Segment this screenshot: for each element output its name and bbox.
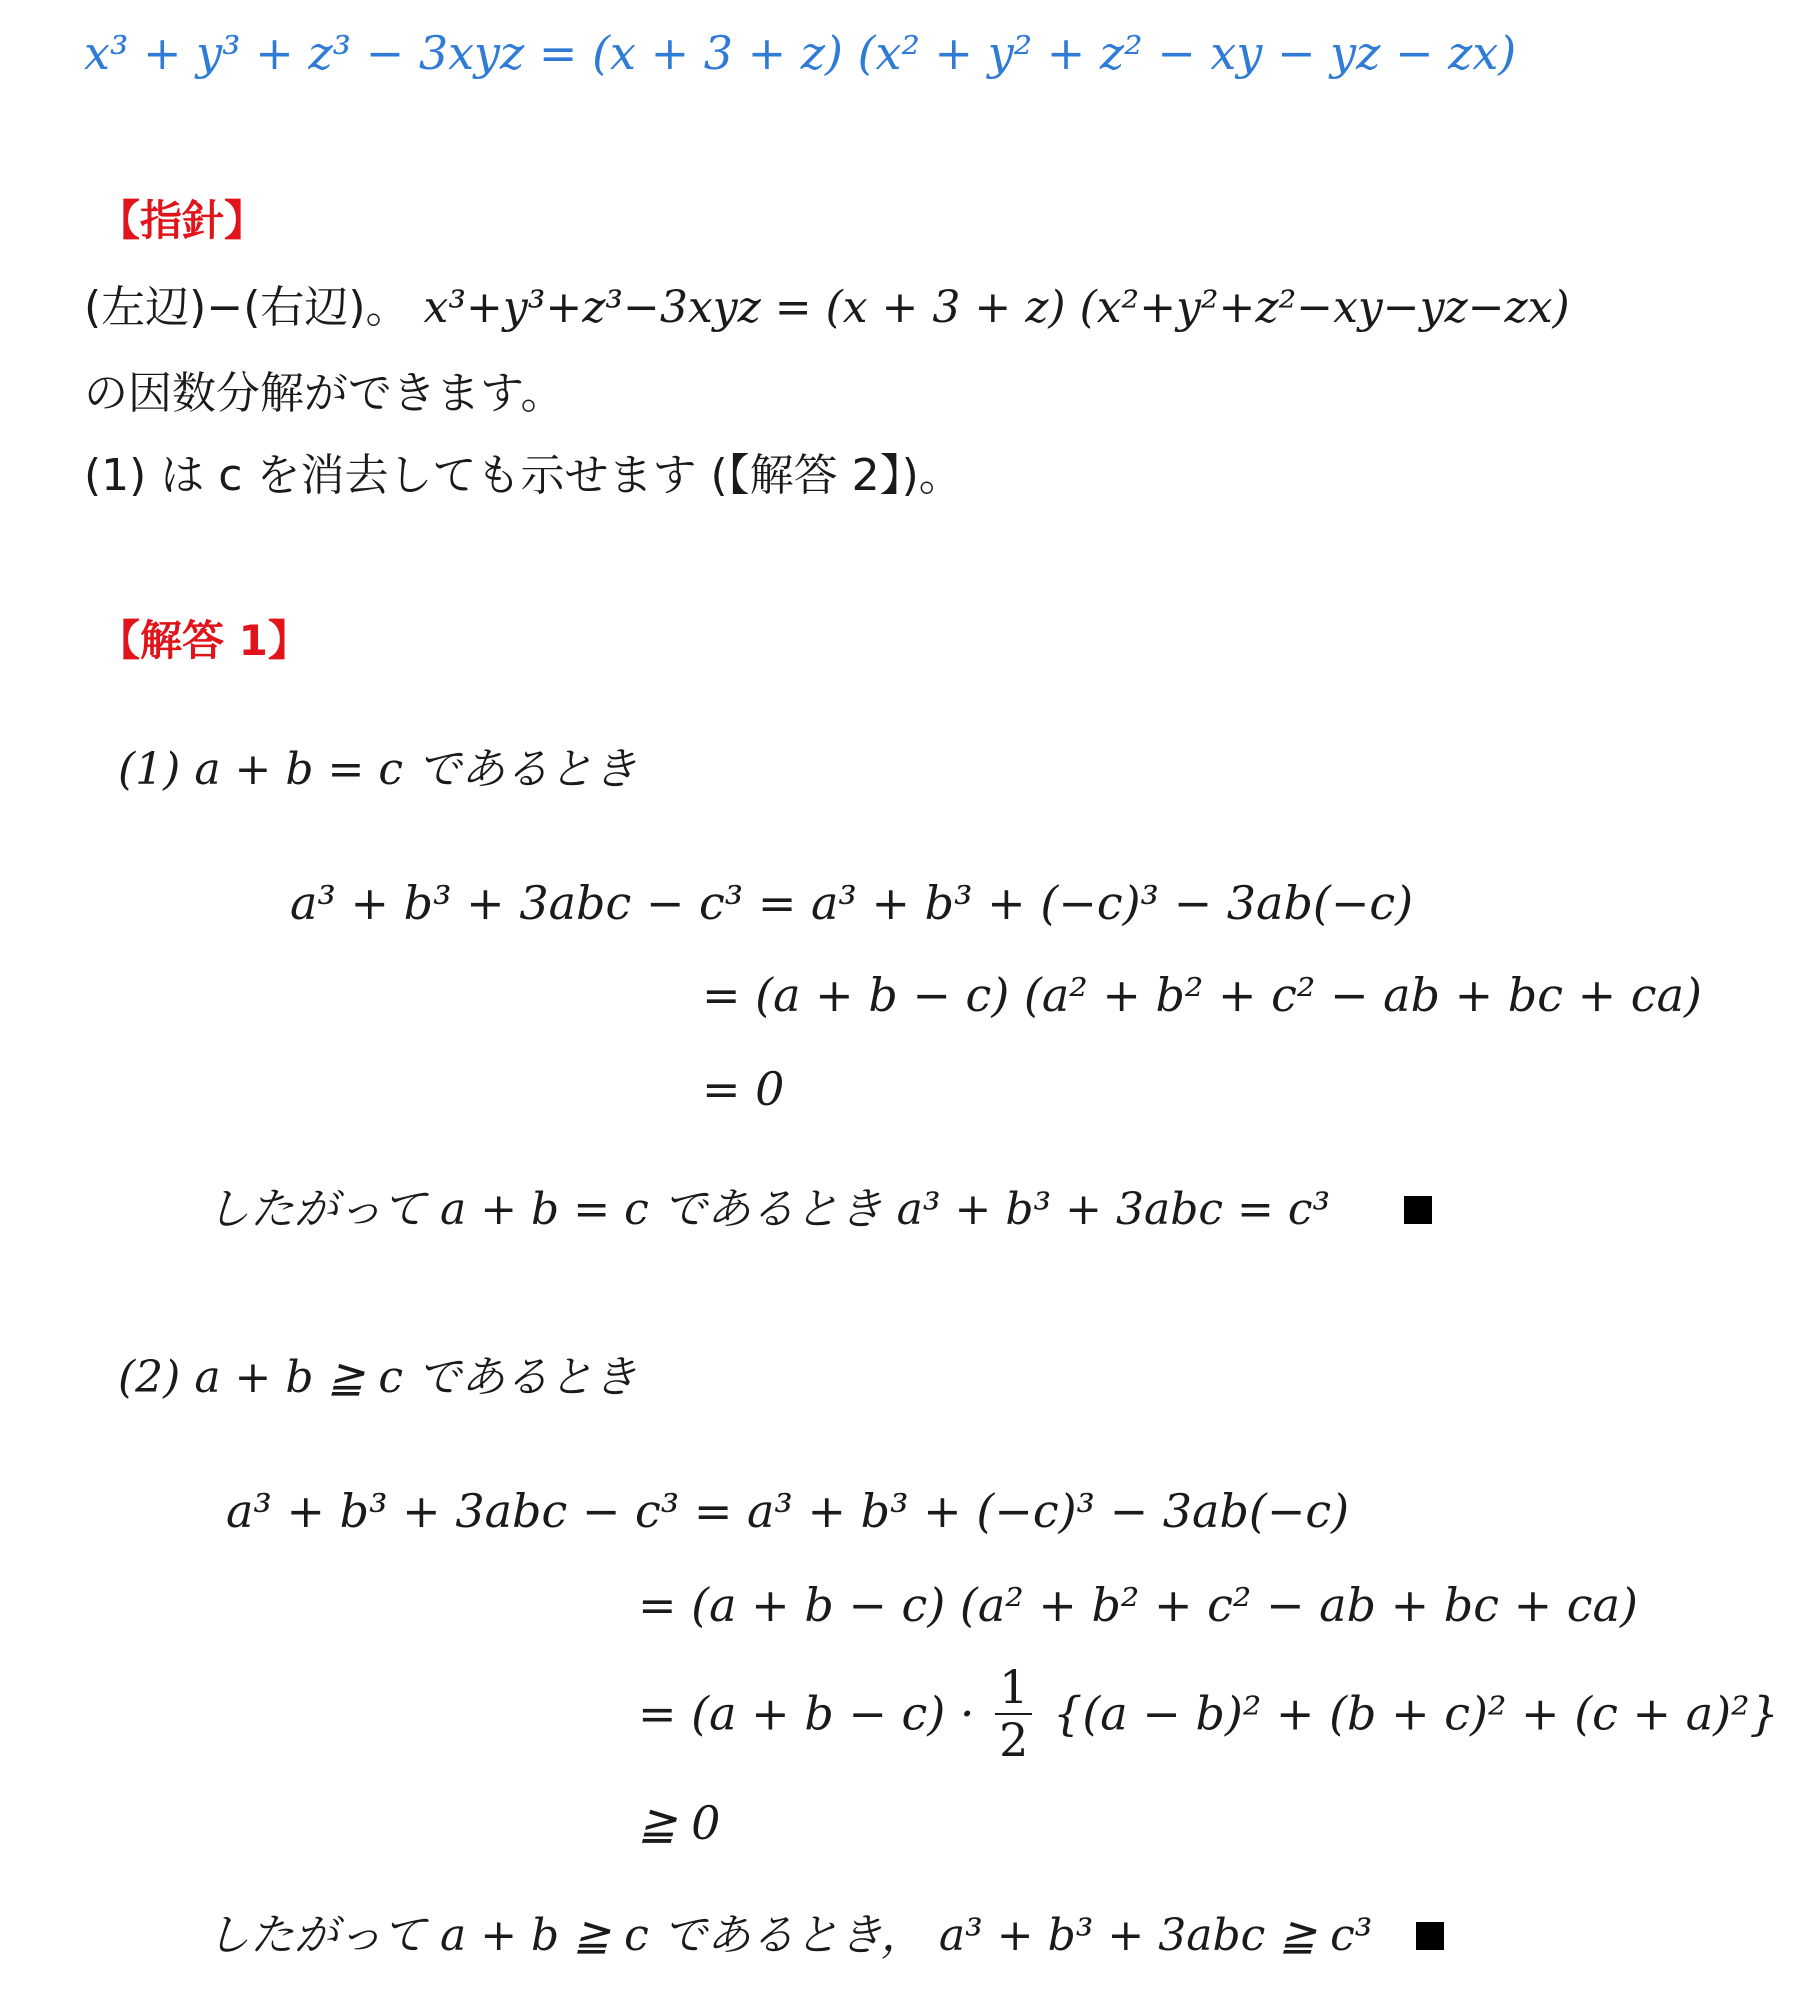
part2-eq4: ≧ 0 <box>638 1796 721 1850</box>
part1-eq2: = (a + b − c) (a² + b² + c² − ab + bc + ca) <box>702 968 1702 1022</box>
part2-eq3-suffix: {(a − b)² + (b + c)² + (c + a)²} <box>1053 1686 1779 1741</box>
part1-conclusion-row <box>206 1184 1432 1235</box>
answer1-title: 【解答 1】 <box>98 616 310 665</box>
fraction-numerator: 1 <box>995 1662 1032 1715</box>
hint-line-1 <box>84 282 1570 333</box>
hint-line-2: の因数分解ができます。 <box>84 368 565 419</box>
part1-eq3: = 0 <box>702 1062 785 1116</box>
hint-title: 【指針】 <box>98 196 267 245</box>
part2-eq3-prefix: = (a + b − c) · <box>638 1686 975 1741</box>
part1-conclusion: したがって a + b = c であるとき a³ + b³ + 3abc = c³ <box>206 1184 1331 1235</box>
qed-square-icon <box>1416 1922 1444 1950</box>
part2-eq3 <box>638 1662 1779 1765</box>
qed-square-icon <box>1404 1196 1432 1224</box>
hint-line-1-formula: x³+y³+z³−3xyz = (x + 3 + z) (x²+y²+z²−xy−yz−zx) <box>423 282 1570 333</box>
fraction-denominator: 2 <box>999 1712 1029 1767</box>
part2-eq1: a³ + b³ + 3abc − c³ = a³ + b³ + (−c)³ − 3ab(−c) <box>226 1484 1350 1538</box>
part2-conclusion: したがって a + b ≧ c であるとき， a³ + b³ + 3abc ≧ c³ <box>206 1910 1373 1961</box>
part1-heading: (1) a + b = c であるとき <box>118 744 638 795</box>
part2-heading: (2) a + b ≧ c であるとき <box>118 1352 638 1403</box>
hint-line-1-prefix: (左辺)−(右辺)。 <box>84 282 410 333</box>
part1-eq1: a³ + b³ + 3abc − c³ = a³ + b³ + (−c)³ − 3ab(−c) <box>290 876 1414 930</box>
one-half-fraction <box>995 1662 1032 1765</box>
hint-line-3: (1) は c を消去しても示せます (【解答 2】)。 <box>84 450 963 501</box>
header-formula: x³ + y³ + z³ − 3xyz = (x + 3 + z) (x² + y² + z² − xy − yz − zx) <box>84 26 1517 80</box>
part2-conclusion-row <box>206 1910 1444 1961</box>
part2-eq2: = (a + b − c) (a² + b² + c² − ab + bc + ca) <box>638 1578 1638 1632</box>
